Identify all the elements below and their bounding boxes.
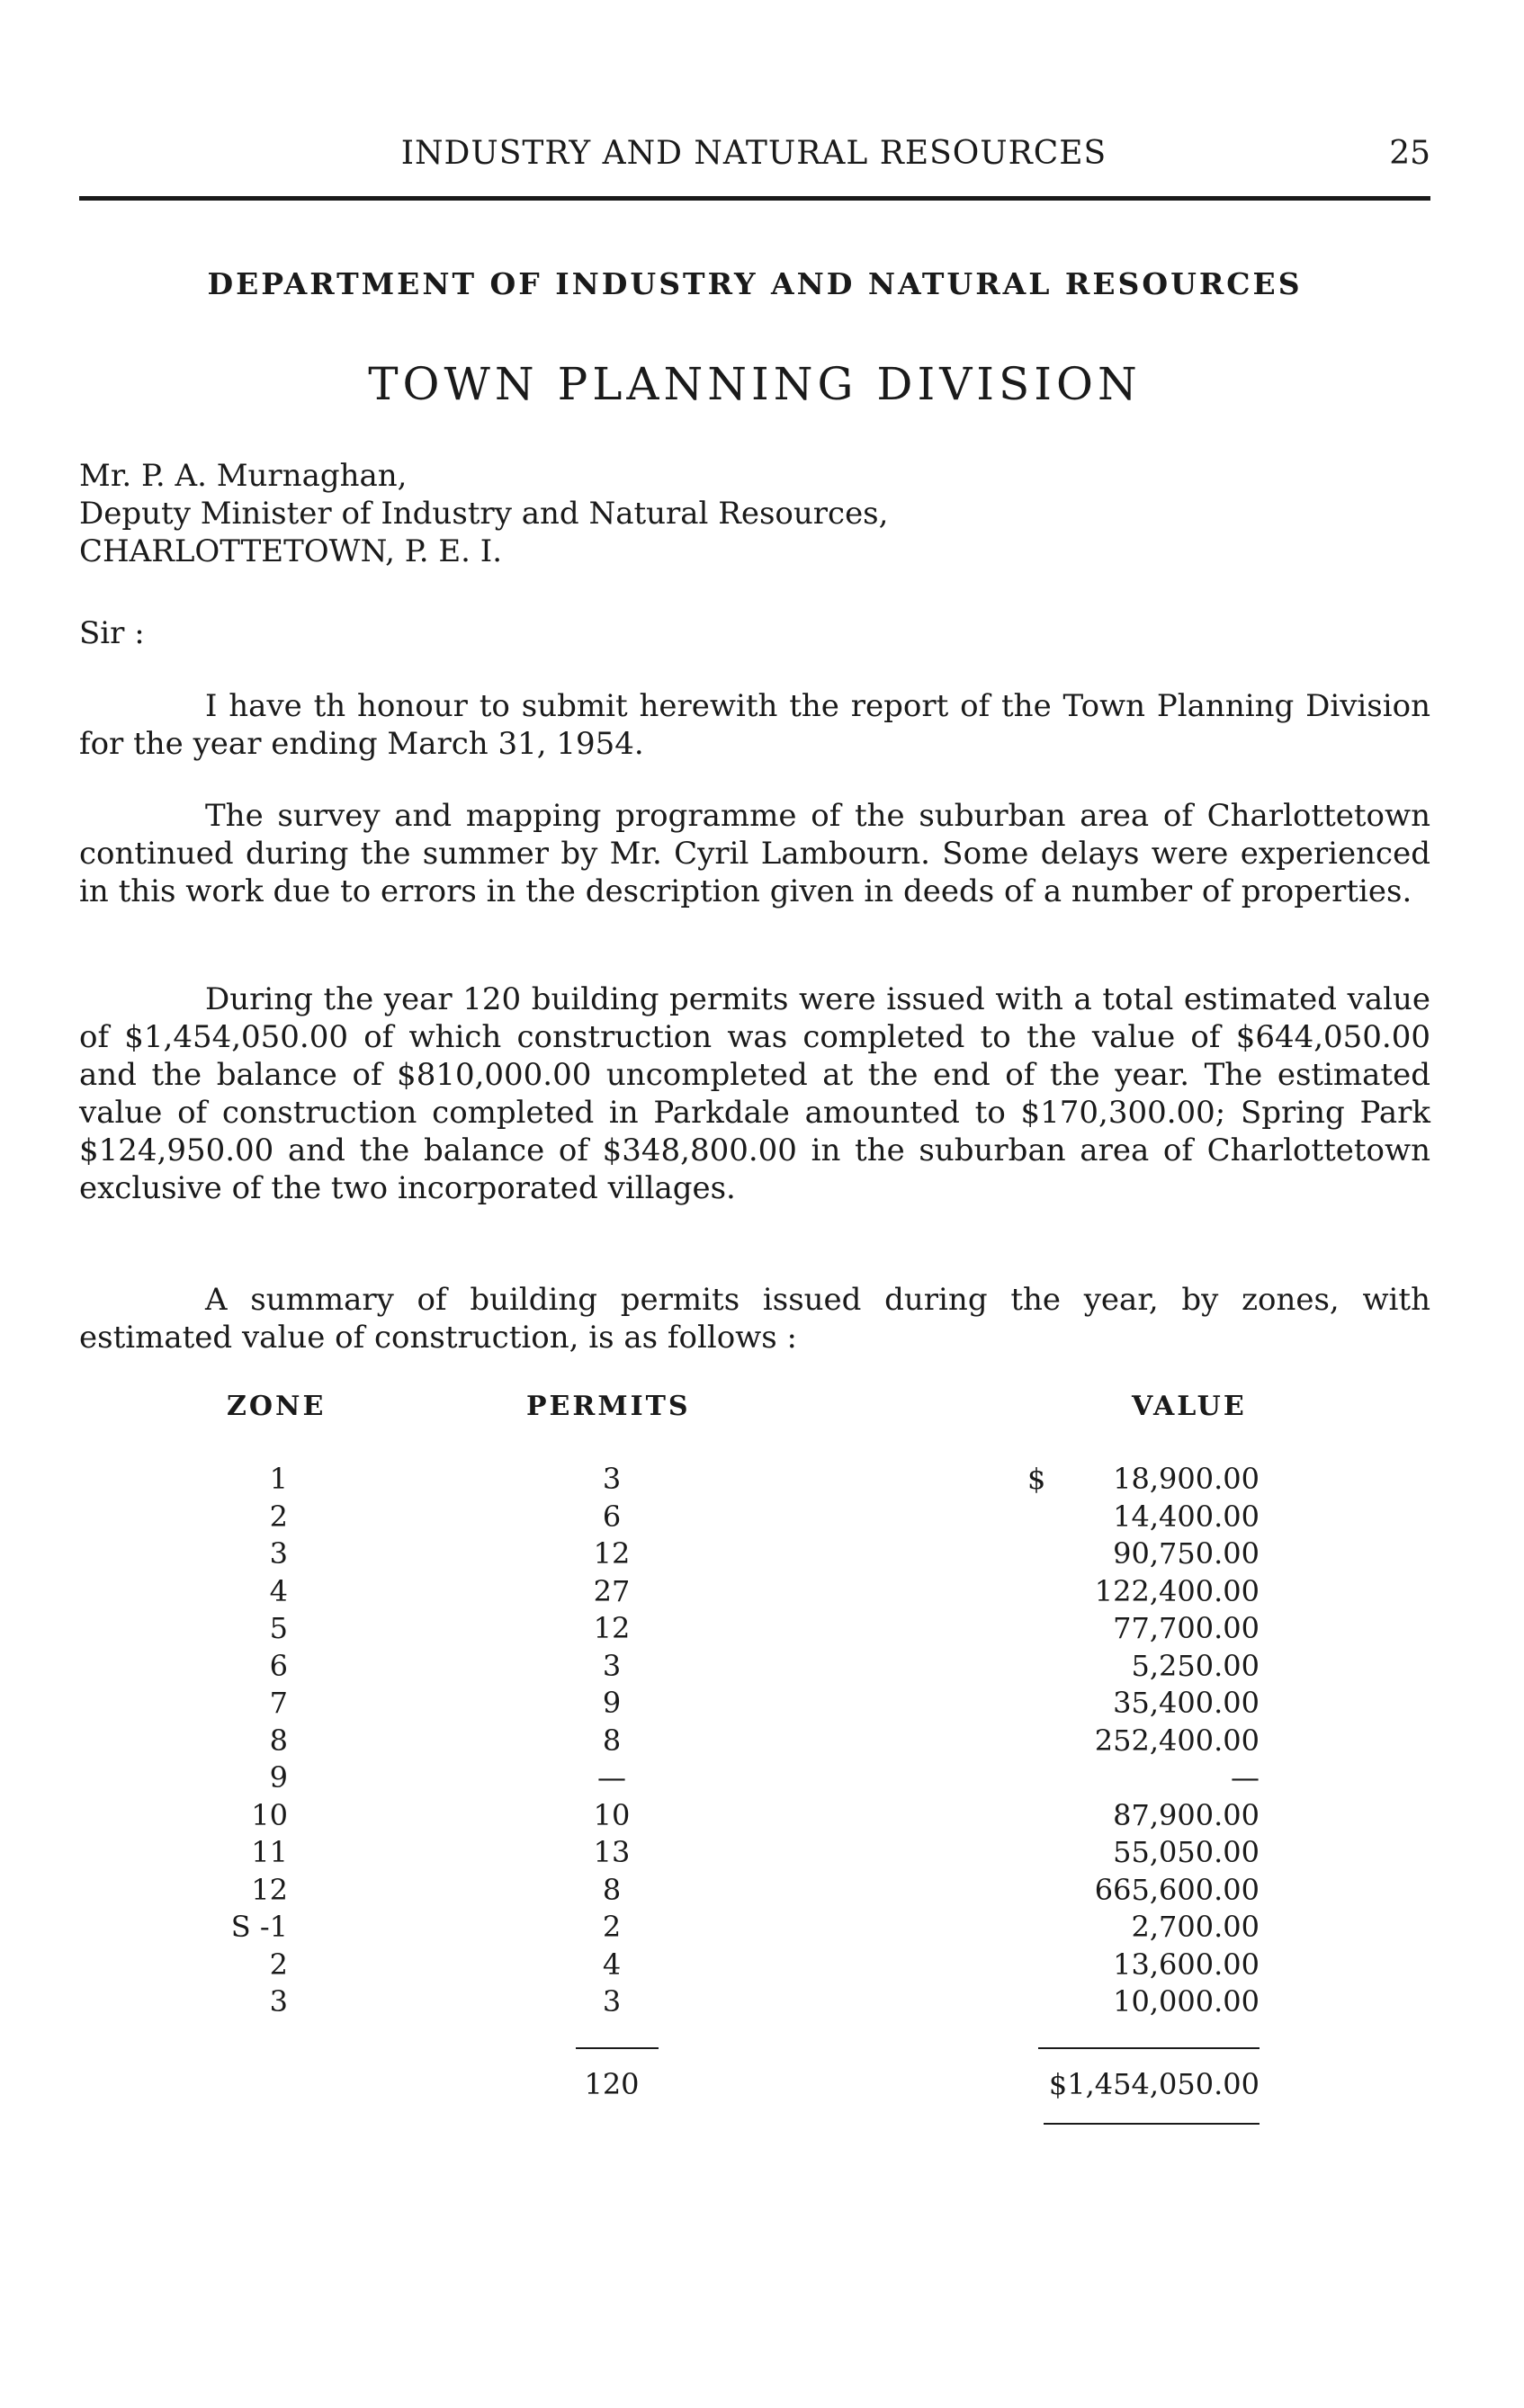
paragraph-4: A summary of building permits issued during the year, by zones, with estimated value of construction, is as follows : xyxy=(79,1282,1430,1356)
value-cell: 35,400.00 xyxy=(1113,1686,1260,1720)
permits-cell: 12 xyxy=(593,1536,631,1571)
zone-cell: 9 xyxy=(269,1760,288,1795)
value-cell: 77,700.00 xyxy=(1113,1611,1260,1645)
table-row xyxy=(0,1759,1524,1797)
table-row xyxy=(0,1834,1524,1872)
permits-cell: 4 xyxy=(602,1947,622,1982)
table-row xyxy=(0,1947,1524,1984)
zone-cell: 3 xyxy=(269,1536,288,1571)
zone-cell: 7 xyxy=(269,1686,288,1720)
value-sum-rule xyxy=(1038,2047,1260,2049)
address-block xyxy=(79,457,1430,570)
total-permits: 120 xyxy=(584,2067,640,2101)
value-cell: 14,400.00 xyxy=(1113,1499,1260,1534)
paragraph-1: I have th honour to submit herewith the report of the Town Planning Division for the year ending March 31, 1954. xyxy=(79,688,1430,762)
paragraph-2: The survey and mapping programme of the suburban area of Charlottetown continued during the summer by Mr. Cyril Lambourn. Some delays were experienced in this work due to errors in the description given in deeds of a number of properties. xyxy=(79,798,1430,909)
zone-cell: 1 xyxy=(269,1462,288,1496)
totals-row xyxy=(0,2065,1524,2103)
value-cell: 5,250.00 xyxy=(1131,1648,1260,1683)
zone-cell: 4 xyxy=(269,1573,288,1608)
permits-cell: 3 xyxy=(602,1648,622,1683)
permits-table xyxy=(0,1461,1524,2021)
permits-sum-rule xyxy=(576,2047,659,2049)
zone-cell: 8 xyxy=(269,1723,288,1758)
permits-cell: 2 xyxy=(602,1910,622,1944)
value-cell: 13,600.00 xyxy=(1113,1947,1260,1982)
zone-cell: 10 xyxy=(251,1797,288,1832)
value-cell: 122,400.00 xyxy=(1094,1573,1260,1608)
address-line-3: CHARLOTTETOWN, P. E. I. xyxy=(79,533,503,569)
value-cell: 252,400.00 xyxy=(1094,1723,1260,1758)
table-row xyxy=(0,1648,1524,1686)
zone-cell: 6 xyxy=(269,1648,288,1683)
department-heading: DEPARTMENT OF INDUSTRY AND NATURAL RESOURCES xyxy=(207,266,1303,301)
permits-cell: 9 xyxy=(602,1686,622,1720)
table-row xyxy=(0,1461,1524,1499)
running-title: INDUSTRY AND NATURAL RESOURCES xyxy=(400,135,1107,172)
value-cell: 665,600.00 xyxy=(1094,1872,1260,1907)
permits-cell: 3 xyxy=(602,1462,622,1496)
value-cell: 87,900.00 xyxy=(1113,1797,1260,1832)
running-head xyxy=(79,135,1430,180)
division-heading: TOWN PLANNING DIVISION xyxy=(368,358,1142,410)
paragraph-3: During the year 120 building permits were issued with a total estimated value of $1,454,050.00 of which construction was completed to the value of $644,050.00 and the balance of $810,000.00 uncompleted at the end of the year. The estimated value of construction completed in Parkdale amounted to $170,300.00; Spring Park $124,950.00 and the balance of $348,800.00 in the suburban area of Charlottetown exclusive of the two incorporated villages. xyxy=(79,981,1430,1206)
column-header-permits: PERMITS xyxy=(526,1391,691,1422)
zone-cell: 2 xyxy=(269,1499,288,1534)
permits-cell: — xyxy=(597,1760,626,1795)
address-line-2: Deputy Minister of Industry and Natural Resources, xyxy=(79,496,889,532)
column-header-value: VALUE xyxy=(1132,1391,1247,1422)
address-line-1: Mr. P. A. Murnaghan, xyxy=(79,458,408,494)
zone-cell: S -1 xyxy=(230,1910,288,1944)
header-rule xyxy=(79,196,1430,201)
value-cell: 18,900.00 xyxy=(1113,1462,1260,1496)
table-row xyxy=(0,1909,1524,1947)
salutation: Sir : xyxy=(79,615,145,651)
zone-cell: 2 xyxy=(269,1947,288,1982)
permits-cell: 13 xyxy=(593,1835,631,1869)
permits-cell: 8 xyxy=(602,1872,622,1907)
permits-cell: 27 xyxy=(593,1573,631,1608)
table-row xyxy=(0,1499,1524,1536)
table-row xyxy=(0,1872,1524,1910)
zone-cell: 11 xyxy=(251,1835,288,1869)
value-cell: 2,700.00 xyxy=(1131,1910,1260,1944)
table-row xyxy=(0,1535,1524,1573)
permits-cell: 10 xyxy=(593,1797,631,1832)
permits-cell: 6 xyxy=(602,1499,622,1534)
value-cell: — xyxy=(1231,1760,1260,1795)
currency-symbol: $ xyxy=(1027,1462,1046,1496)
table-row xyxy=(0,1983,1524,2021)
value-cell: 90,750.00 xyxy=(1113,1536,1260,1571)
value-cell: 55,050.00 xyxy=(1113,1835,1260,1869)
permits-cell: 12 xyxy=(593,1611,631,1645)
table-row xyxy=(0,1797,1524,1835)
permits-cell: 8 xyxy=(602,1723,622,1758)
zone-cell: 12 xyxy=(251,1872,288,1907)
permits-cell: 3 xyxy=(602,1984,622,2019)
total-underline xyxy=(1044,2123,1260,2125)
column-header-zone: ZONE xyxy=(227,1391,327,1422)
table-row xyxy=(0,1685,1524,1723)
table-row xyxy=(0,1610,1524,1648)
value-cell: 10,000.00 xyxy=(1113,1984,1260,2019)
table-row xyxy=(0,1573,1524,1611)
total-value: $1,454,050.00 xyxy=(1048,2067,1260,2101)
table-row xyxy=(0,1723,1524,1760)
zone-cell: 3 xyxy=(269,1984,288,2019)
zone-cell: 5 xyxy=(269,1611,288,1645)
page-number: 25 xyxy=(1389,135,1430,172)
